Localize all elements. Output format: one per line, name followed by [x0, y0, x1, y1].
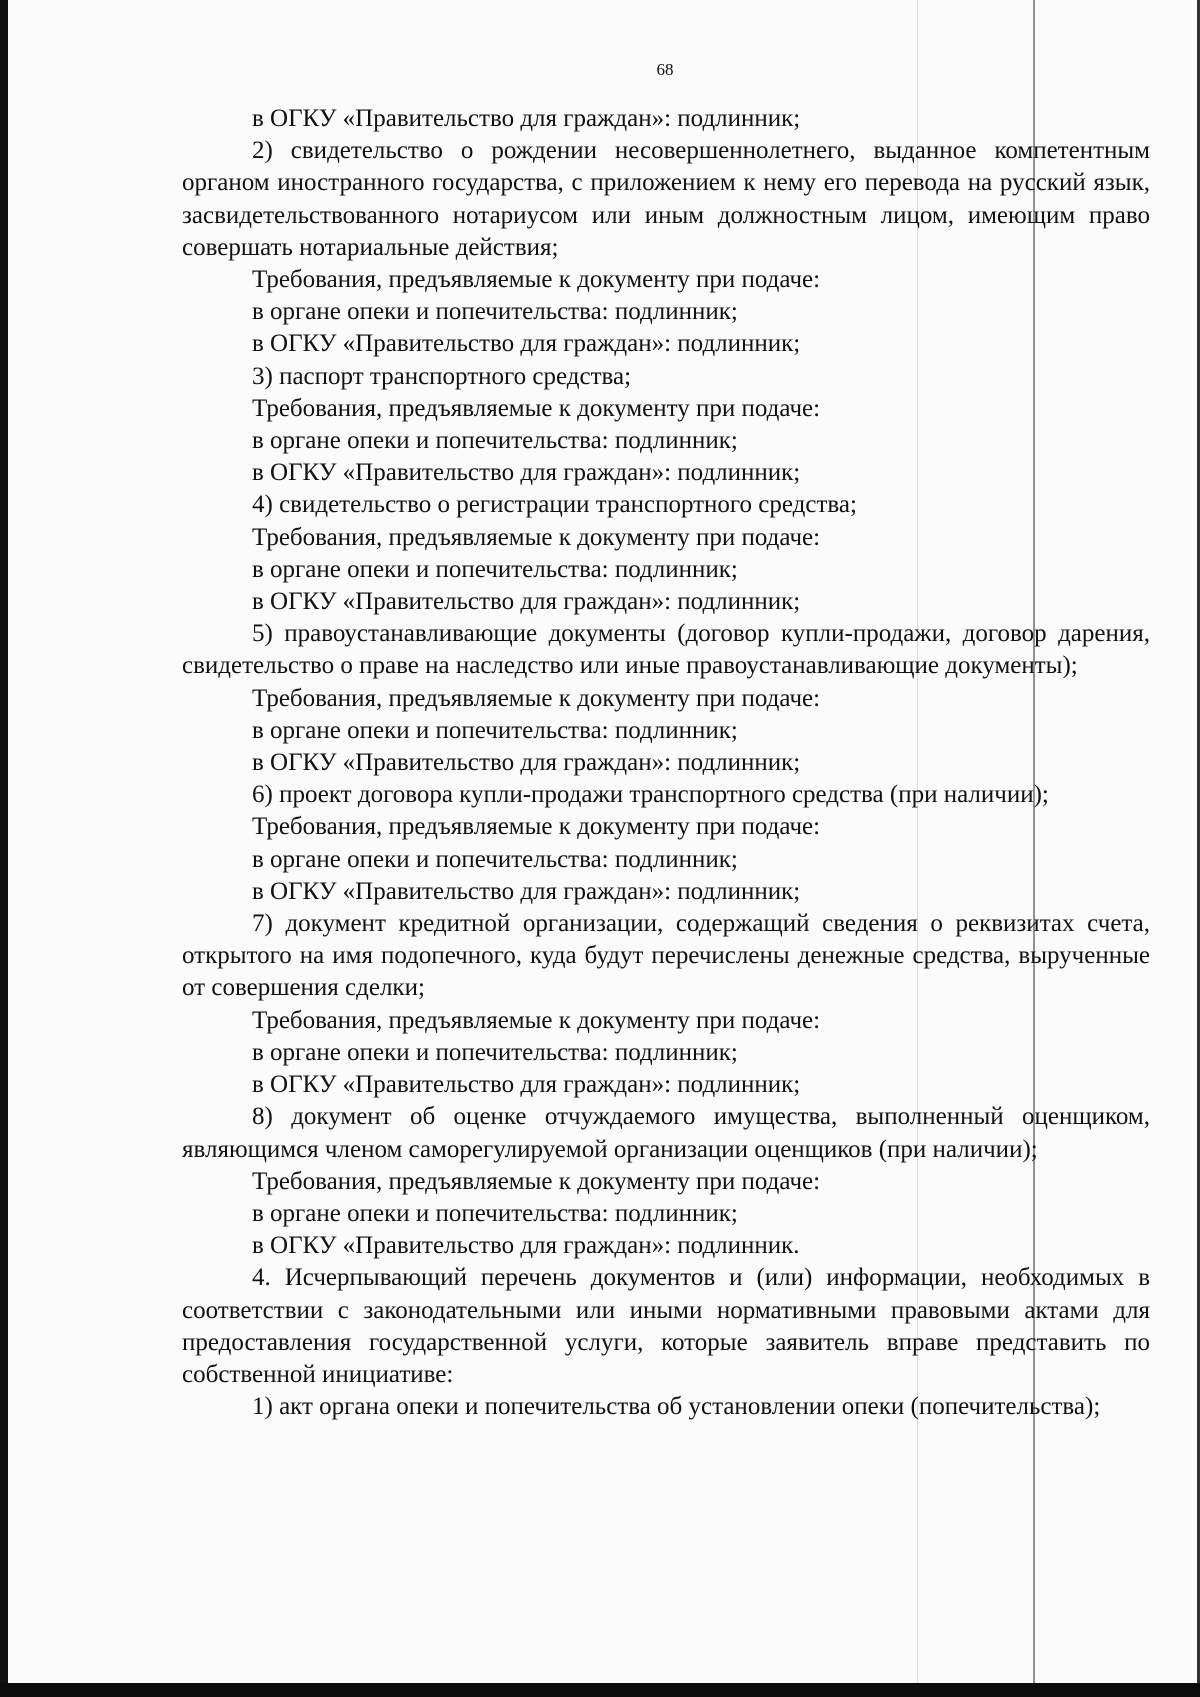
paragraph: 5) правоустанавливающие документы (договор купли-продажи, договор дарения, свидетельство о праве на наследство или иные правоустанавливающие документы);: [182, 620, 1150, 680]
paragraph: в органе опеки и попечительства: подлинник;: [252, 1038, 738, 1066]
paragraph: в органе опеки и попечительства: подлинник;: [252, 427, 738, 455]
paragraph: 8) документ об оценке отчуждаемого имущества, выполненный оценщиком, являющимся членом саморегулируемой организации оценщиков (при наличии);: [182, 1103, 1150, 1163]
paragraph: Требования, предъявляемые к документу при подаче:: [252, 684, 821, 712]
paragraph: 6) проект договора купли-продажи транспортного средства (при наличии);: [252, 781, 1049, 809]
paragraph: в органе опеки и попечительства: подлинник;: [252, 1199, 738, 1227]
paragraph: в ОГКУ «Правительство для граждан»: подлинник;: [252, 1071, 801, 1099]
paragraph: Требования, предъявляемые к документу при подаче:: [252, 266, 821, 294]
paragraph: Требования, предъявляемые к документу при подаче:: [252, 1167, 821, 1195]
paragraph: в ОГКУ «Правительство для граждан»: подлинник;: [252, 105, 801, 132]
paragraph: в ОГКУ «Правительство для граждан»: подлинник.: [252, 1232, 800, 1260]
paragraph: 7) документ кредитной организации, содержащий сведения о реквизитах счета, открытого на имя подопечного, куда будут перечислены денежные средства, вырученные от совершения сделки;: [182, 910, 1150, 1002]
paragraph: Требования, предъявляемые к документу при подаче:: [252, 523, 821, 551]
paragraph: в органе опеки и попечительства: подлинник;: [252, 555, 738, 583]
paragraph: в ОГКУ «Правительство для граждан»: подлинник;: [252, 459, 801, 487]
paragraph: Требования, предъявляемые к документу при подаче:: [252, 394, 821, 422]
paragraph: 2) свидетельство о рождении несовершеннолетнего, выданное компетентным органом иностранного государства, с приложением к нему его перевода на русский язык, засвидетельствованного нотариусом или иным должностным лицом, имеющим право совершать нотариальные действия;: [182, 137, 1150, 261]
paragraph: в ОГКУ «Правительство для граждан»: подлинник;: [252, 877, 801, 905]
page-number: 68: [656, 60, 674, 79]
paragraph: 4. Исчерпывающий перечень документов и (или) информации, необходимых в соответствии с законодательными или иными нормативными правовыми актами для предоставления государственной услуги, которые заявитель вправе представить по собственной инициативе:: [182, 1264, 1150, 1388]
paragraph: Требования, предъявляемые к документу при подаче:: [252, 813, 821, 841]
paragraph: Требования, предъявляемые к документу при подаче:: [252, 1006, 821, 1034]
paragraph: 4) свидетельство о регистрации транспортного средства;: [252, 491, 857, 519]
paragraph: в органе опеки и попечительства: подлинник;: [252, 845, 738, 873]
paragraph: в органе опеки и попечительства: подлинник;: [252, 716, 738, 744]
scan-bottom-edge: [0, 1683, 1200, 1697]
scan-left-edge: [0, 0, 8, 1697]
paragraph: в ОГКУ «Правительство для граждан»: подлинник;: [252, 330, 801, 358]
document-body: [182, 103, 1150, 1423]
paragraph: в ОГКУ «Правительство для граждан»: подлинник;: [252, 749, 801, 777]
paragraph: 3) паспорт транспортного средства;: [252, 362, 632, 390]
paragraph: 1) акт органа опеки и попечительства об установлении опеки (попечительства);: [252, 1393, 1101, 1421]
paragraph: в органе опеки и попечительства: подлинник;: [252, 298, 738, 326]
paragraph: в ОГКУ «Правительство для граждан»: подлинник;: [252, 588, 801, 616]
